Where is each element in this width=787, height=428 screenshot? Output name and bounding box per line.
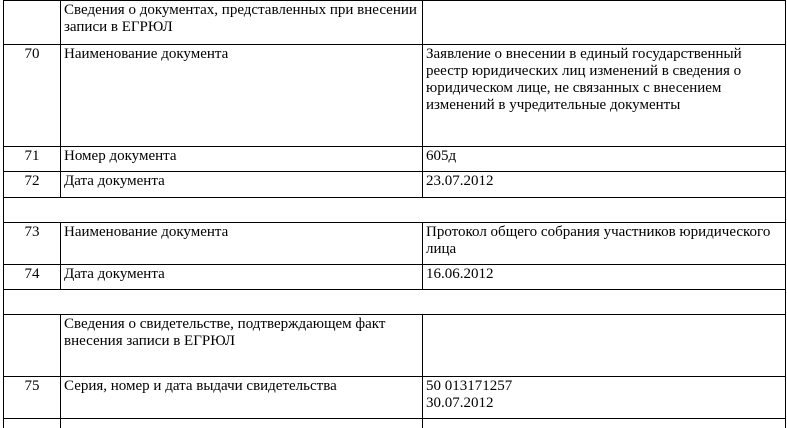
row-number-cell bbox=[4, 315, 61, 377]
spacer-cell bbox=[4, 198, 786, 223]
table-row-continuation bbox=[4, 419, 786, 428]
certificate-series-number: 50 013171257 bbox=[426, 378, 513, 394]
row-number: 71 bbox=[4, 147, 61, 172]
field-value: 23.07.2012 bbox=[423, 172, 786, 198]
field-value bbox=[423, 377, 786, 419]
section-heading-documents: Сведения о документах, представленных при внесении записи в ЕГРЮЛ bbox=[61, 1, 423, 45]
row-number: 74 bbox=[4, 265, 61, 290]
section-heading-certificate: Сведения о свидетельстве, подтверждающем факт внесения записи в ЕГРЮЛ bbox=[61, 315, 423, 377]
certificate-issue-date: 30.07.2012 bbox=[426, 395, 494, 411]
table-row-75 bbox=[4, 377, 786, 419]
spacer-row bbox=[4, 290, 786, 315]
row-number-cell bbox=[4, 419, 61, 428]
table-row-72 bbox=[4, 172, 786, 198]
value-cell-empty bbox=[423, 419, 786, 428]
spacer-cell bbox=[4, 290, 786, 315]
field-label-empty bbox=[61, 419, 423, 428]
spacer-row bbox=[4, 198, 786, 223]
field-label: Дата документа bbox=[61, 172, 423, 198]
field-label: Наименование документа bbox=[61, 45, 423, 147]
table-row-71 bbox=[4, 147, 786, 172]
section-header-row-certificate bbox=[4, 315, 786, 377]
row-number: 70 bbox=[4, 45, 61, 147]
field-label: Серия, номер и дата выдачи свидетельства bbox=[61, 377, 423, 419]
table-row-73 bbox=[4, 223, 786, 265]
table-row-70 bbox=[4, 45, 786, 147]
row-number: 73 bbox=[4, 223, 61, 265]
field-label: Дата документа bbox=[61, 265, 423, 290]
row-number: 72 bbox=[4, 172, 61, 198]
egrul-extract-table bbox=[3, 0, 786, 428]
field-value: 605д bbox=[423, 147, 786, 172]
value-cell-empty bbox=[423, 1, 786, 45]
field-label: Наименование документа bbox=[61, 223, 423, 265]
section-header-row-documents bbox=[4, 1, 786, 45]
row-number-cell bbox=[4, 1, 61, 45]
field-value: Заявление о внесении в единый государственный реестр юридических лиц изменений в сведения о юридическом лице, не связанных с внесением изменений в учредительные документы bbox=[423, 45, 786, 147]
row-number: 75 bbox=[4, 377, 61, 419]
field-value: Протокол общего собрания участников юридического лица bbox=[423, 223, 786, 265]
field-label: Номер документа bbox=[61, 147, 423, 172]
value-cell-empty bbox=[423, 315, 786, 377]
field-value: 16.06.2012 bbox=[423, 265, 786, 290]
table-row-74 bbox=[4, 265, 786, 290]
